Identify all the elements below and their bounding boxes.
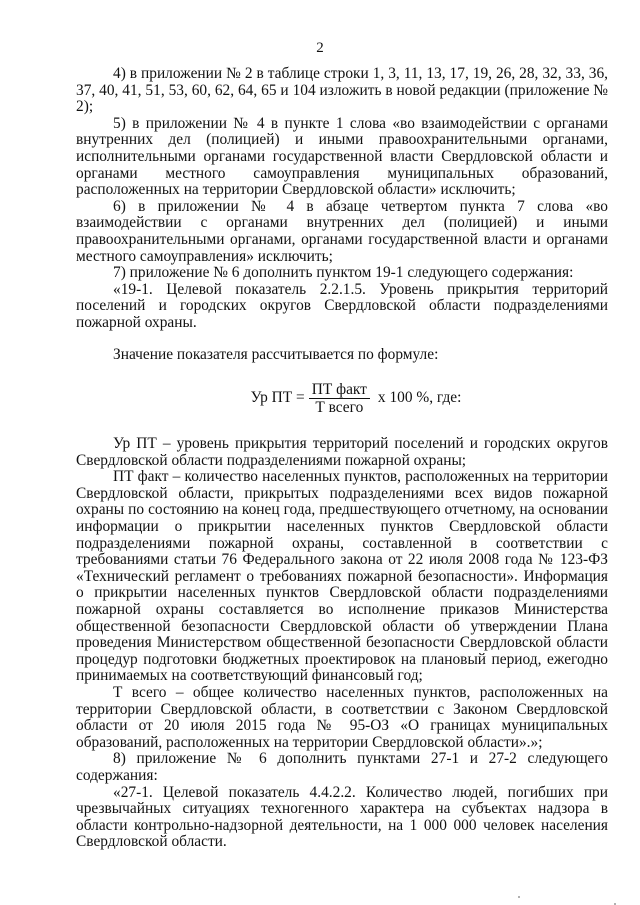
formula-lhs: Ур ПТ = [250,389,305,407]
definition-ur-pt: Ур ПТ – уровень прикрытия территорий поселений и городских округов Свердловской области подразделениями пожарной охраны; [76,435,608,469]
page-number: 2 [316,40,324,56]
definition-t-vsego: Т всего – общее количество населенных пунктов, расположенных на территории Свердловской области, в соответствии с Законом Свердловской области от 20 июля 2015 года № 95-ОЗ «О границах муниципальных образований, расположенных на территории Свердловской области».»; [76,684,608,751]
formula-rhs: х 100 %, где: [377,389,462,407]
paragraph-target-indicator-19-1: «19-1. Целевой показатель 2.2.1.5. Уровень прикрытия территорий поселений и городских округов Свердловской области подразделениями пожарной охраны. [76,280,608,331]
document-body [76,66,608,851]
formula-denominator: Т всего [315,399,364,417]
formula-numerator: ПТ факт [309,381,370,399]
paragraph-item-6: 6) в приложении № 4 в абзаце четвертом пункта 7 слова «во взаимодействии с органами внутренних дел (полицией) и иными правоохранительными органами, органами государственной власти и органами местного самоуправления» исключить; [76,197,608,265]
paragraph-item-5: 5) в приложении № 4 в пункте 1 слова «во взаимодействии с органами внутренних дел (полицией) и иными правоохранительными органами, исполнительными органами государственной власти Свердловской области и органами местного самоуправления муниципальных образований, расположенных на территории Свердловской области» исключить; [76,114,608,199]
paragraph-item-8: 8) приложение № 6 дополнить пунктами 27-1 и 27-2 следующего содержания: [76,750,608,784]
paragraph-target-indicator-27-1: «27-1. Целевой показатель 4.4.2.2. Количество людей, погибших при чрезвычайных ситуациях техногенного характера на субъектах надзора в области контрольно-надзорной деятельности, на 1 000 000 человек населения Свердловской области. [76,783,608,851]
formula-fraction [309,381,370,416]
formula-intro: Значение показателя рассчитывается по формуле: [113,345,439,363]
definition-pt-fakt: ПТ факт – количество населенных пунктов, расположенных на территории Свердловской области, прикрытых подразделениями всех видов пожарной охраны по состоянию на конец года, предшествующего отчетному, на основании информации о прикрытии населенных пунктов Свердловской области подразделениями пожарной охраны, составленной в соответствии с требованиями статьи 76 Федерального закона от 22 июля 2008 года № 123-ФЗ «Технический регламент о требованиях пожарной безопасности». Информация о прикрытии населенных пунктов Свердловской области подразделениями пожарной охраны составляется во исполнение приказов Министерства общественной безопасности Свердловской области об утверждении Плана проведения Министерством общественной безопасности Свердловской области процедур подготовки бюджетных проектировок на плановый период, ежегодно принимаемых на соответствующий финансовый год; [76,468,608,685]
paragraph-item-4: 4) в приложении № 2 в таблице строки 1, 3, 11, 13, 17, 19, 26, 28, 32, 33, 36, 37, 40, 41, 51, 53, 60, 62, 64, 65 и 104 изложить в новой редакции (приложение № 2); [76,65,608,116]
formula [76,381,608,416]
paragraph-item-7: 7) приложение № 6 дополнить пунктом 19-1 следующего содержания: [113,264,574,282]
scan-speck [518,896,520,898]
